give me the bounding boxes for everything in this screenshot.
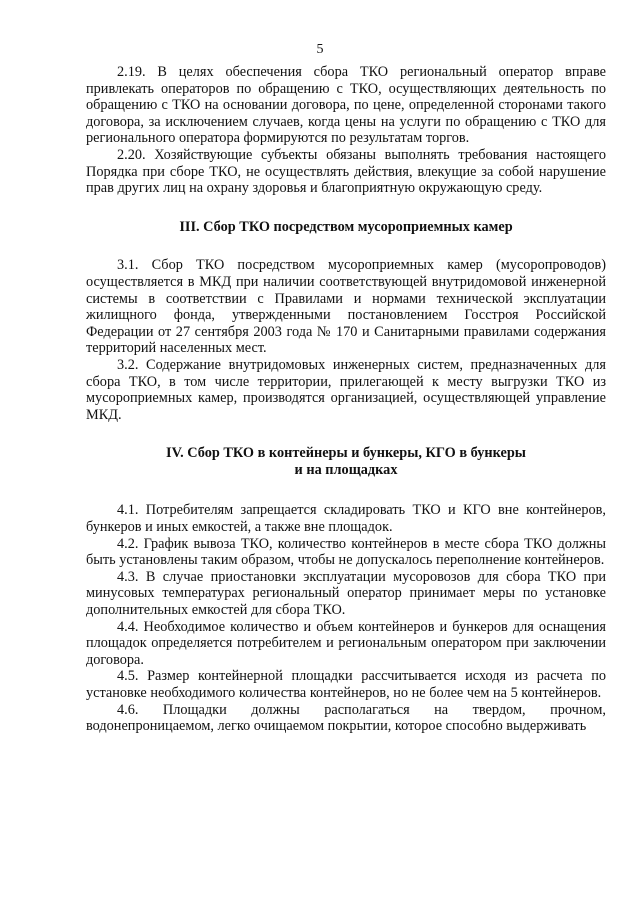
paragraph-4-1: 4.1. Потребителям запрещается складировать ТКО и КГО вне контейнеров, бункеров и иных емкостей, а также вне площадок. xyxy=(86,502,606,536)
paragraph-4-2: 4.2. График вывоза ТКО, количество контейнеров в месте сбора ТКО должны быть установлены таким образом, чтобы не допускалось переполнение контейнеров. xyxy=(86,535,606,569)
page-number: 5 xyxy=(316,42,324,57)
paragraph-2-20: 2.20. Хозяйствующие субъекты обязаны выполнять требования настоящего Порядка при сборе ТКО, не осуществлять действия, влекущие за собой нарушение прав других лиц на охрану здоровья и благоприятную окружающую среду. xyxy=(86,146,606,197)
paragraph-4-4: 4.4. Необходимое количество и объем контейнеров и бункеров для оснащения площадок определяется потребителем и региональным оператором при заключении договора. xyxy=(86,618,606,668)
section-3-heading: III. Сбор ТКО посредством мусороприемных камер xyxy=(179,218,513,235)
paragraph-3-1: 3.1. Сбор ТКО посредством мусороприемных камер (мусоропроводов) осуществляется в МКД при наличии соответствующей внутридомовой инженерной системы в соответствии с Правилами и нормами технической эксплуатации жилищного фонда, утвержденными постановлением Госстроя Российской Федерации от 27 сентября 2003 года № 170 и Санитарными правилами содержания территорий населенных мест. xyxy=(86,257,606,357)
paragraph-2-19: 2.19. В целях обеспечения сбора ТКО региональный оператор вправе привлекать операторов по обращению с ТКО, осуществляющих деятельность по обращению с ТКО на основании договора, по цене, определенной сторонами такого договора, за исключением случаев, когда цены на услуги по обращению с ТКО для регионального оператора формируются по результатам торгов. xyxy=(86,64,606,147)
paragraph-4-3: 4.3. В случае приостановки эксплуатации мусоровозов для сбора ТКО при минусовых температурах региональный оператор принимает меры по установке дополнительных емкостей для сбора ТКО. xyxy=(86,568,606,619)
paragraph-4-6: 4.6. Площадки должны располагаться на твердом, прочном, водонепроницаемом, легко очищаемом покрытии, которое способно выдерживать xyxy=(86,701,606,735)
document-body xyxy=(86,64,606,735)
section-4-heading-line-2: и на площадках xyxy=(294,461,398,478)
section-4-heading-line-1: IV. Сбор ТКО в контейнеры и бункеры, КГО в бункеры xyxy=(166,445,526,462)
section-4-heading xyxy=(86,445,606,478)
paragraph-4-5: 4.5. Размер контейнерной площадки рассчитывается исходя из расчета по установке необходимого количества контейнеров, но не более чем на 5 контейнеров. xyxy=(86,668,606,701)
paragraph-3-2: 3.2. Содержание внутридомовых инженерных систем, предназначенных для сбора ТКО, в том числе территории, прилегающей к месту выгрузки ТКО из мусороприемных камер, производятся организацией, осуществляющей управление МКД. xyxy=(86,356,606,423)
